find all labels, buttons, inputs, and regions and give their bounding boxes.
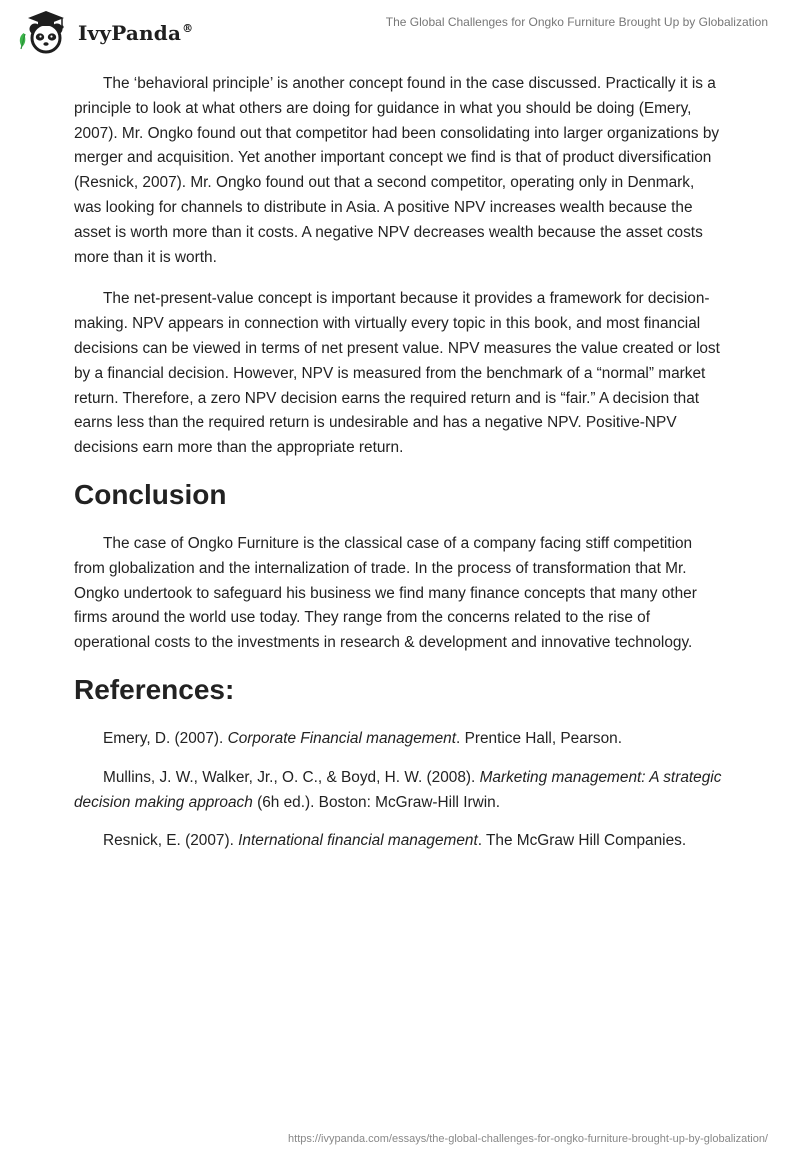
conclusion-heading: Conclusion (74, 478, 227, 510)
body-paragraph: The ‘behavioral principle’ is another concept found in the case discussed. Practically it is a principle to look at what others are doing for guidance in what you should be doing (Emery, 2007). Mr. Ongko found out that competitor had been consolidating into larger organizations by merger and acquisition. Yet another important concept we find is that of product diversification (Resnick, 2007). Mr. Ongko found out that a second competitor, operating only in Denmark, was looking for channels to distribute in Asia. A positive NPV increases wealth because the asset is worth more than it costs. A negative NPV decreases wealth because the asset costs more than it is worth. (74, 75, 720, 266)
source-url-link[interactable]: https://ivypanda.com/essays/the-global-challenges-for-ongko-furniture-brought-up-by-globalization/ (288, 1133, 768, 1145)
document-running-title: The Global Challenges for Ongko Furniture Brought Up by Globalization (385, 15, 768, 29)
reference-entry: Mullins, J. W., Walker, Jr., O. C., & Boyd, H. W. (2008). Marketing management: A strategic decision making approach (6h ed.). Boston: McGraw-Hill Irwin. (74, 768, 722, 811)
page-header (0, 0, 800, 64)
reference-entry: Emery, D. (2007). Corporate Financial management. Prentice Hall, Pearson. (103, 729, 622, 747)
ivypanda-logo[interactable] (16, 9, 196, 55)
body-paragraph: The net-present-value concept is important because it provides a framework for decision-making. NPV appears in connection with virtually every topic in this book, and most financial decisions can be viewed in terms of net present value. NPV measures the value created or lost by a financial decision. However, NPV is measured from the benchmark of a “normal” market return. Therefore, a zero NPV decision earns the required return and is “fair.” A decision that earns less than the required return is undesirable and has a negative NPV. Positive-NPV decisions earn more than the appropriate return. (74, 290, 720, 457)
references-heading: References: (74, 673, 235, 705)
logo-wordmark: IvyPanda® (78, 21, 194, 45)
essay-body (74, 72, 724, 868)
conclusion-paragraph: The case of Ongko Furniture is the classical case of a company facing stiff competition from globalization and the internalization of trade. In the process of transformation that Mr. Ongko undertook to safeguard his business we find many finance concepts that many other firms around the world use today. They range from the concerns related to the rise of operational costs to the investments in research & development and innovative technology. (74, 534, 697, 652)
reference-entry: Resnick, E. (2007). International financial management. The McGraw Hill Companies. (103, 832, 687, 850)
